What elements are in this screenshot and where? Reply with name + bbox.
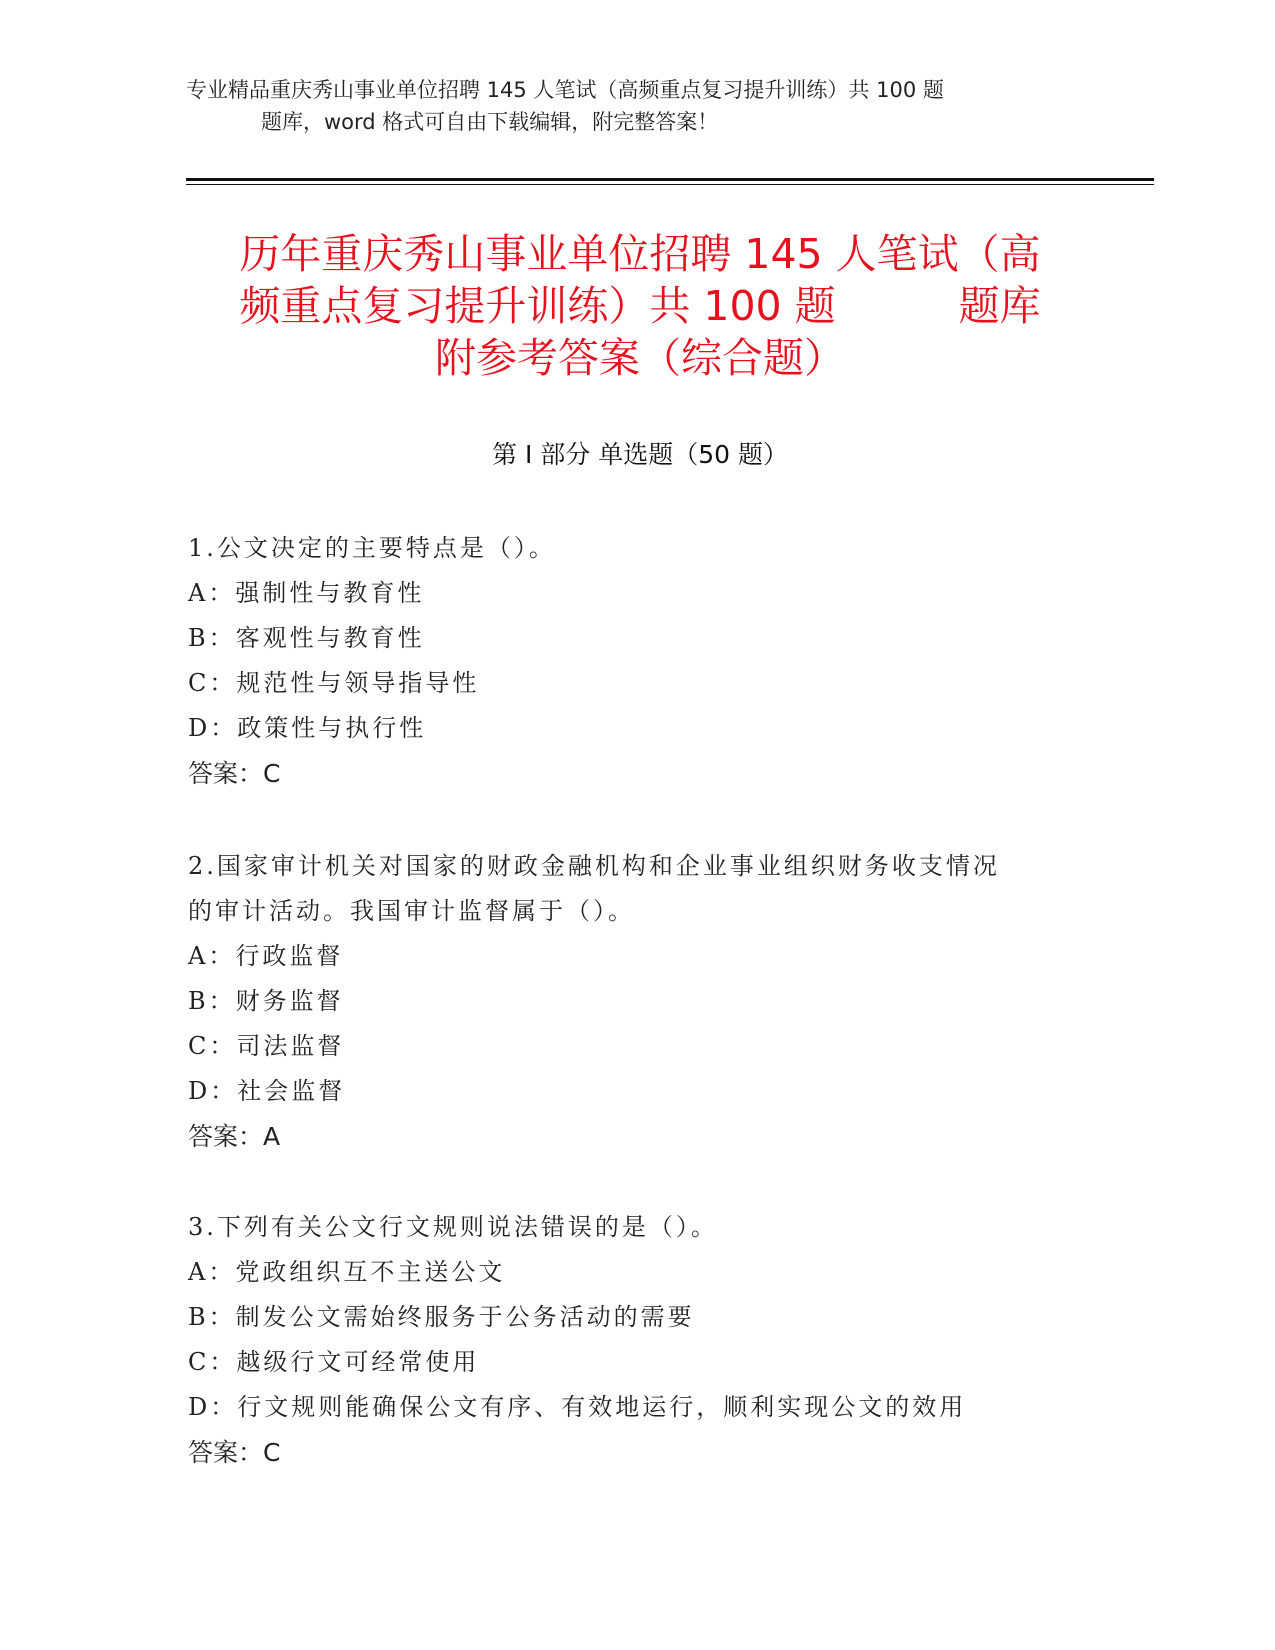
option-c: C：司法监督 [188,1032,345,1060]
question-stem: 3.下列有关公文行文规则说法错误的是（）。 [188,1213,718,1241]
option-c: C：越级行文可经常使用 [188,1348,480,1376]
answer: 答案：A [188,1122,281,1151]
section-title: 第 I 部分 单选题（50 题） [492,440,788,469]
question-stem: 1.公文决定的主要特点是（）。 [188,534,556,562]
document-title-line-2: 频重点复习提升训练）共 100 题 题库 [239,282,1041,330]
question-3 [188,1205,1068,1475]
option-d: D：行文规则能确保公文有序、有效地运行，顺利实现公文的效用 [188,1393,967,1421]
option-d: D：政策性与执行性 [188,714,427,742]
answer: 答案：C [188,1438,281,1467]
option-a: A：行政监督 [188,942,344,970]
header-note-line-1: 专业精品重庆秀山事业单位招聘 145 人笔试（高频重点复习提升训练）共 100 题 [186,78,944,102]
question-1 [188,526,1068,796]
question-stem-line-2: 的审计活动。我国审计监督属于（）。 [188,897,635,925]
header-note [186,74,1066,138]
option-a: A：强制性与教育性 [188,579,425,607]
header-divider-thin [186,184,1154,185]
document-title [180,228,1100,384]
option-c: C：规范性与领导指导性 [188,669,480,697]
header-note-line-2: 题库，word 格式可自由下载编辑，附完整答案！ [261,110,719,134]
document-title-line-3: 附参考答案（综合题） [435,334,845,382]
answer: 答案：C [188,759,281,788]
option-b: B：客观性与教育性 [188,624,425,652]
option-b: B：制发公文需始终服务于公务活动的需要 [188,1303,695,1331]
option-d: D：社会监督 [188,1077,346,1105]
header-divider-thick [186,178,1154,181]
document-title-line-1: 历年重庆秀山事业单位招聘 145 人笔试（高 [239,230,1041,278]
option-a: A：党政组织互不主送公文 [188,1258,506,1286]
question-2 [188,844,1068,1159]
question-stem-line-1: 2.国家审计机关对国家的财政金融机构和企业事业组织财务收支情况 [188,852,1000,880]
option-b: B：财务监督 [188,987,344,1015]
